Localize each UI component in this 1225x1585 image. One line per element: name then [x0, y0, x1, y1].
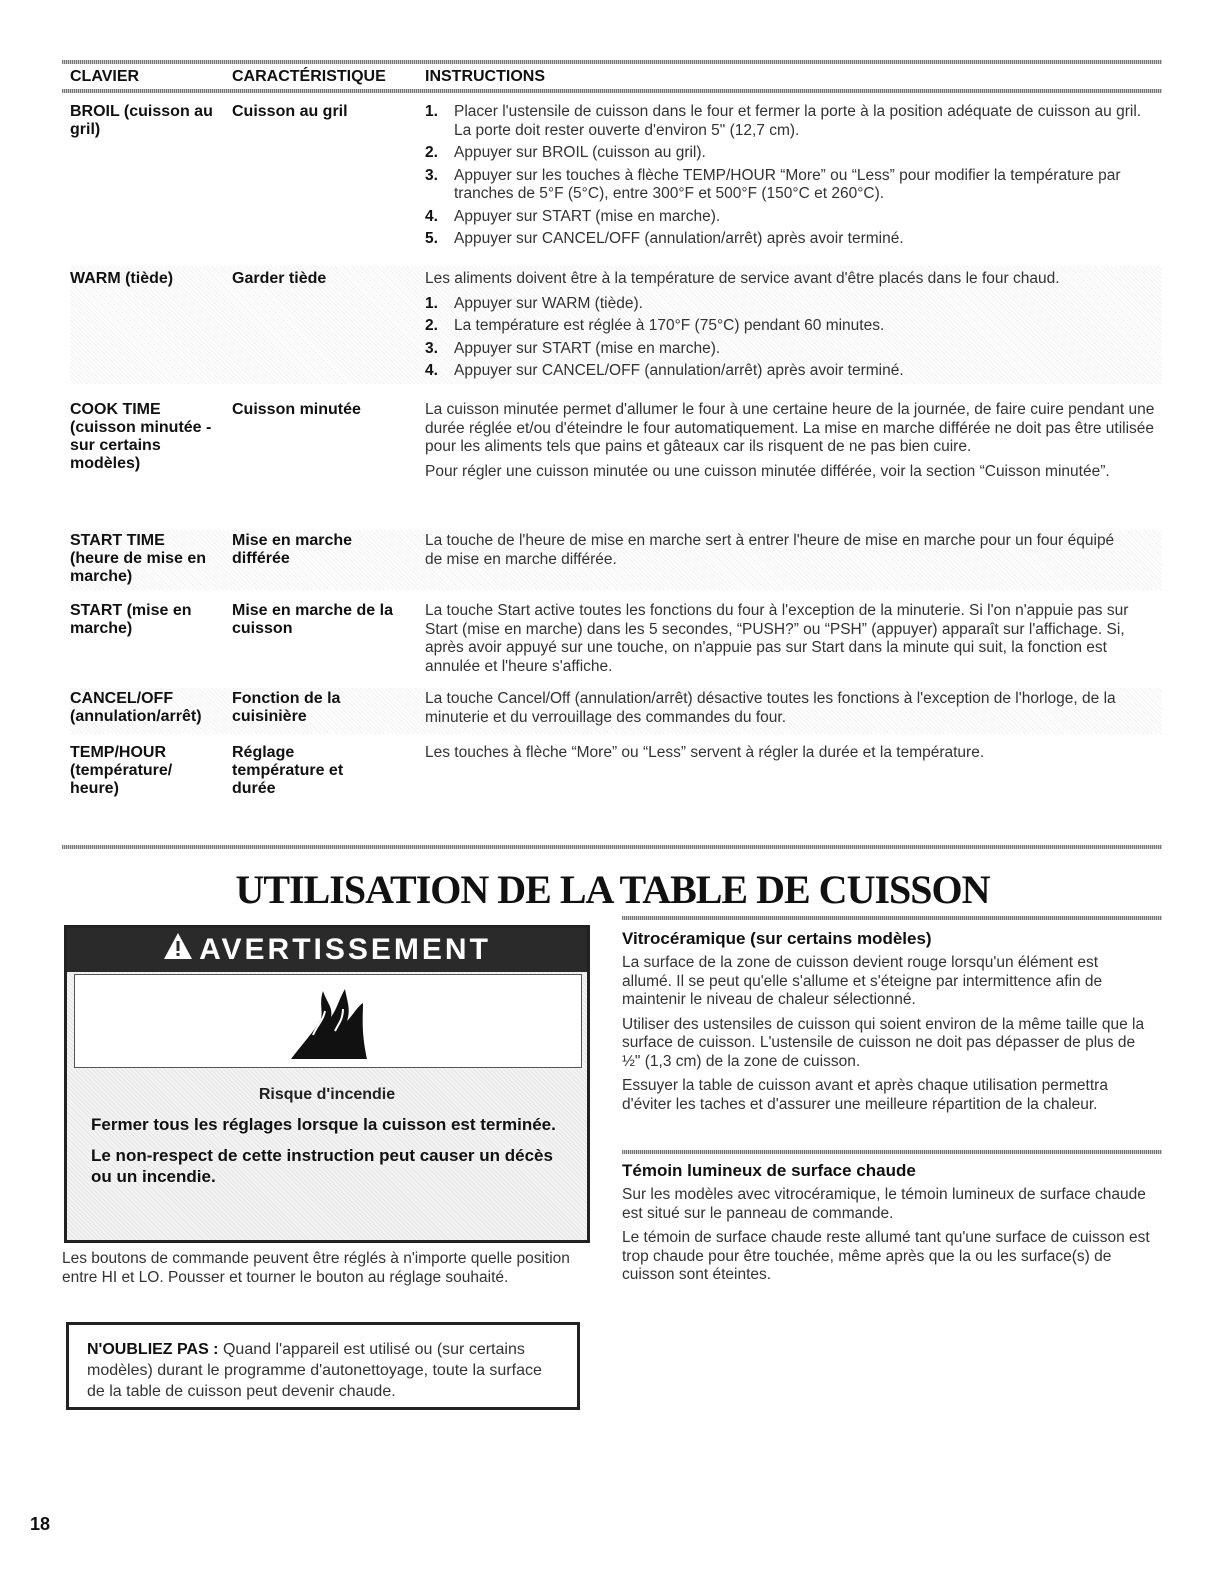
ceramic-title: Vitrocéramique (sur certains modèles) [622, 929, 932, 948]
warning-statement: Le non-respect de cette instruction peut causer un décès ou un incendie. [91, 1146, 553, 1186]
instructions: Les touches à flèche “More” ou “Less” servent à régler la durée et la température. [425, 744, 985, 761]
instructions: La cuisson minutée permet d'allumer le four à une certaine heure de la journée, de faire cuire pendant une durée réglée et/ou d'éteindre le four automatiquement. La mise en marche différée ne doit pas être utilisée pour les aliments tels que pains et gâteaux car ils risquent de ne pas bien cuire. Pour régler une cuisson minutée ou une cuisson minutée différée, voir la section “Cuisson minutée”. [425, 401, 1155, 480]
key-label: CANCEL/OFF (annulation/arrêt) [70, 690, 202, 725]
list-item: 3. Appuyer sur les touches à flèche TEMP/HOUR “More” ou “Less” pour modifier la température par tranches de 5°F (5°C), entre 300°F et 500°F (150°C et 260°C). [425, 166, 1121, 202]
table-row [70, 103, 1162, 255]
warning-body [67, 1068, 587, 1228]
list-item: 1. Appuyer sur WARM (tiède). [425, 294, 643, 312]
top-rule [62, 60, 1162, 64]
list-item: 4. Appuyer sur START (mise en marche). [425, 207, 721, 225]
indicator-title: Témoin lumineux de surface chaude [622, 1161, 916, 1180]
ceramic-text: La surface de la zone de cuisson devient rouge lorsqu'un élément est allumé. Il se peut qu'elle s'allume et s'éteigne par intermittence afin de maintenir le niveau de chaleur sélectionné. Utiliser des ustensiles de cuisson qui soient environ de la même taille que la surface de cuisson. L'ustensile de cuisson ne doit pas dépasser de plus de ½" (1,3 cm) de la zone de cuisson. Essuyer la table de cuisson avant et après chaque utilisation permettra d'éviter les taches et d'assurer une meilleure répartition de la chaleur. [622, 954, 1145, 1113]
list-item: 3. Appuyer sur START (mise en marche). [425, 339, 721, 357]
instructions: Les aliments doivent être à la température de service avant d'être placés dans le four chaud. 1. Appuyer sur WARM (tiède). 2. La température est réglée à 170°F (75°C) pendant 60 minutes. 3. Appuyer sur START (mise en marche). 4. Appuyer sur CANCEL/OFF (annulation/arrêt) après avoir terminé. [425, 270, 1160, 385]
feature-label: Mise en marche différée [232, 532, 353, 567]
section-rule [62, 845, 1162, 849]
key-label: BROIL (cuisson au gril) [70, 103, 213, 138]
table-row [70, 401, 1162, 519]
table-row [70, 602, 1162, 678]
header-key: CLAVIER [70, 68, 140, 85]
fire-icon [283, 981, 373, 1066]
instructions: La touche Start active toutes les fonctions du four à l'exception de la minuterie. Si l'on n'appuie pas sur Start (mise en marche) dans les 5 secondes, “PUSH?” ou “PSH” (appuyer) apparaît sur l'affichage. Si, après avoir appuyé sur une touche, on n'appuie pas sur Start dans la minute qui suit, la fonction est annulée et l'heure s'affiche. [425, 602, 1129, 675]
controls-text: Les boutons de commande peuvent être réglés à n'importe quelle position entre HI et LO. Pousser et tourner le bouton au réglage souhaité. [62, 1250, 570, 1286]
table-row [70, 266, 1162, 384]
warning-icon-area [74, 974, 582, 1068]
header-feature: CARACTÉRISTIQUE [232, 68, 386, 85]
header-rule [62, 89, 1162, 93]
table-row [70, 530, 1162, 590]
note-box [66, 1322, 580, 1410]
feature-label: Fonction de la cuisinière [232, 690, 341, 725]
header-instructions: INSTRUCTIONS [425, 68, 545, 85]
warning-statement: Fermer tous les réglages lorsque la cuisson est terminée. [91, 1115, 556, 1134]
instructions: La touche Cancel/Off (annulation/arrêt) désactive toutes les fonctions à l'exception de l'horloge, de la minuterie et du verrouillage des commandes du four. [425, 690, 1116, 726]
list-item: 4. Appuyer sur CANCEL/OFF (annulation/arrêt) après avoir terminé. [425, 362, 904, 379]
feature-label: Cuisson minutée [232, 401, 361, 418]
feature-label: Garder tiède [232, 270, 327, 287]
warning-box [64, 925, 590, 1243]
column-rule [622, 916, 1162, 920]
list-item: 2. La température est réglée à 170°F (75°C) pendant 60 minutes. [425, 317, 885, 334]
page-number: 18 [30, 1514, 51, 1534]
column-rule [622, 1150, 1162, 1154]
table-row [70, 744, 1162, 804]
feature-label: Cuisson au gril [232, 103, 348, 120]
note-text: Quand l'appareil est utilisé ou (sur certains modèles) durant le programme d'autonettoyage, toute la surface de la table de cuisson peut devenir chaude. [87, 1341, 542, 1400]
instructions: La touche de l'heure de mise en marche sert à entrer l'heure de mise en marche pour un four équipé de mise en marche différée. [425, 532, 1115, 568]
list-item: 1. Placer l'ustensile de cuisson dans le four et fermer la porte à la position adéquate de cuisson au gril. La porte doit rester ouverte d'environ 5" (12,7 cm). [425, 103, 1142, 139]
feature-label: Réglage température et durée [232, 744, 344, 797]
section-title: UTILISATION DE LA TABLE DE CUISSON [235, 867, 990, 912]
key-label: TEMP/HOUR (température/ heure) [70, 744, 173, 797]
warning-title: AVERTISSEMENT [199, 933, 491, 966]
list-item: 2. Appuyer sur BROIL (cuisson au gril). [425, 144, 706, 161]
key-label: START (mise en marche) [70, 602, 192, 637]
list-item: 5. Appuyer sur CANCEL/OFF (annulation/arrêt) après avoir terminé. [425, 230, 904, 247]
feature-label: Mise en marche de la cuisson [232, 602, 393, 637]
indicator-text: Sur les modèles avec vitrocéramique, le témoin lumineux de surface chaude est situé sur le panneau de commande. Le témoin de surface chaude reste allumé tant qu'une surface de cuisson est trop chaude pour être touchée, même après que la ou les surface(s) de cuisson sont éteintes. [622, 1186, 1150, 1283]
table-row [70, 688, 1162, 734]
key-label: START TIME (heure de mise en marche) [70, 532, 207, 585]
warning-header [67, 928, 587, 972]
hazard-label: Risque d'incendie [258, 1086, 396, 1103]
warning-triangle-icon [163, 929, 193, 973]
key-label: COOK TIME (cuisson minutée - sur certains modèles) [70, 401, 212, 472]
instructions [425, 103, 1155, 253]
note-label: N'OUBLIEZ PAS : [87, 1341, 219, 1358]
key-label: WARM (tiède) [70, 270, 174, 287]
